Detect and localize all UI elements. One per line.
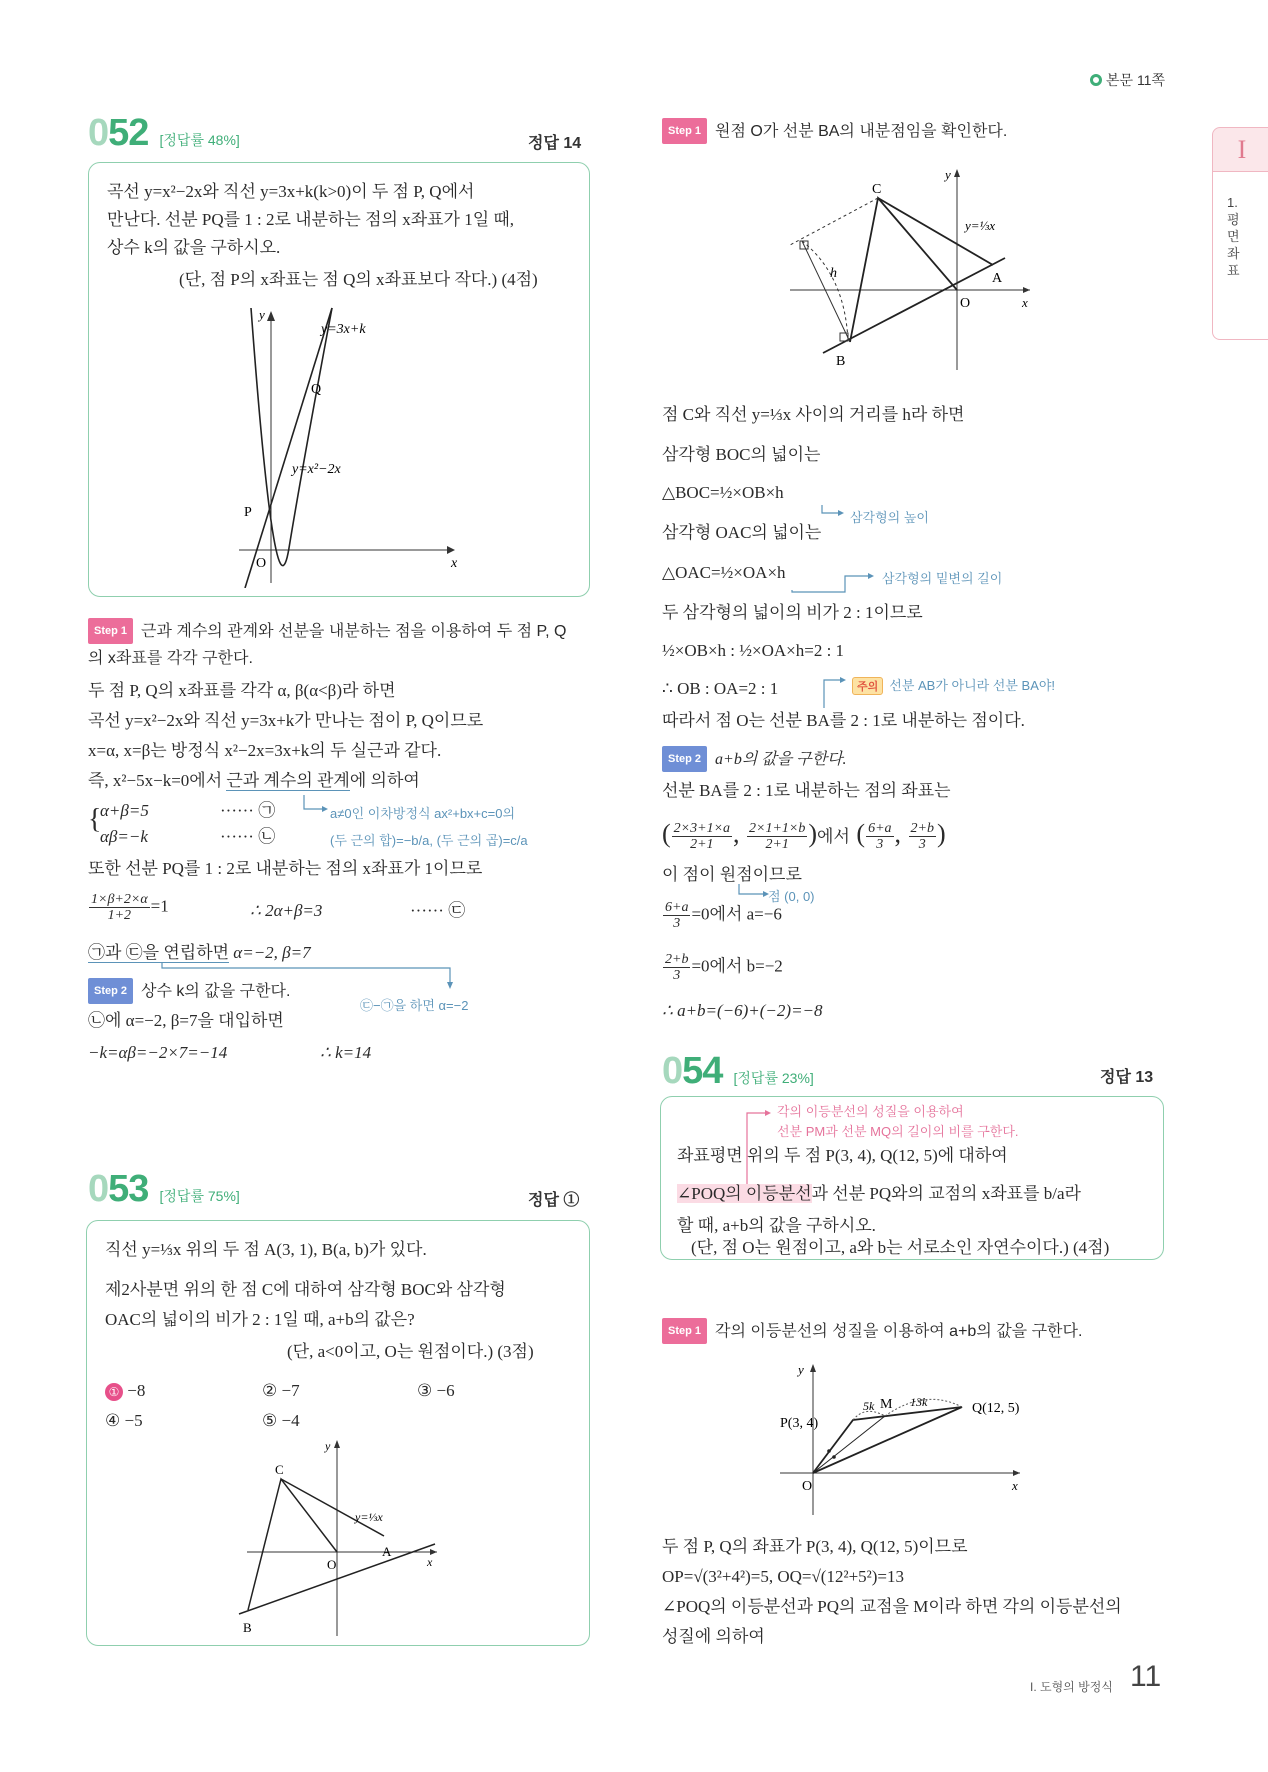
ratio-equation: $\frac{1\times\beta+2\times\alpha}{1+2}$ =1	[91, 892, 169, 923]
y-axis-label: y	[945, 167, 951, 182]
solution-line: 곡선 y=x²−2x와 직선 y=3x+k가 만나는 점이 P, Q이므로	[88, 711, 484, 730]
hint-note: 각의 이등분선의 성질을 이용하여	[777, 1104, 964, 1119]
annotation-arrow-icon	[790, 570, 880, 600]
side-tab-chapter-char: 평	[1227, 212, 1240, 227]
side-tab-chapter-char: 면	[1227, 229, 1240, 244]
x-axis-label: x	[1012, 1478, 1018, 1493]
y-axis-label: y	[259, 307, 265, 322]
step-title-cont: 의 x좌표를 각각 구한다.	[88, 650, 253, 667]
question-line: (단, a<0이고, O는 원점이다.) (3점)	[287, 1342, 534, 1361]
solution-line: 두 점 P, Q의 x좌표를 각각 α, β(α<β)라 하면	[88, 681, 396, 700]
x-axis-label: x	[1022, 295, 1028, 310]
side-tab-chapter-char: 표	[1227, 263, 1240, 278]
angle-bisector-figure	[780, 1360, 1110, 1515]
question-line: OAC의 넓이의 비가 2 : 1일 때, a+b의 값은?	[105, 1310, 415, 1329]
line-label: y=3x+k	[321, 322, 366, 337]
final-answer-line: ∴ k=14	[320, 1043, 372, 1062]
origin-label: O	[960, 296, 971, 311]
point-q-label: Q	[311, 382, 322, 397]
solution-line: ½×OB×h : ½×OA×h=2 : 1	[662, 641, 845, 660]
point-p-label: P	[244, 505, 252, 520]
reference-label: 본문 11쪽	[1106, 72, 1165, 88]
system-eq: αβ=−k	[100, 827, 148, 846]
solution-line: 또한 선분 PQ를 1 : 2로 내분하는 점의 x좌표가 1이므로	[88, 859, 483, 878]
solution-line: ㉠과 ㉢을 연립하면 α=−2, β=7	[88, 943, 311, 962]
substitution-note: ㉢−㉠을 하면 α=−2	[360, 998, 469, 1013]
problem-number: 052	[88, 112, 149, 154]
question-line: (단, 점 P의 x좌표는 점 Q의 x좌표보다 작다.) (4점)	[179, 270, 538, 289]
choice-5[interactable]: ⑤ −4	[262, 1411, 300, 1430]
underlined-term: 근과 계수의 관계	[226, 771, 350, 790]
solution-line: 성질에 의하여	[662, 1627, 765, 1646]
solution-line: −k=αβ=−2×7=−14	[88, 1043, 228, 1062]
solution-line: 즉, x²−5x−k=0에서 근과 계수의 관계에 의하여	[88, 771, 420, 790]
highlighted-term: ∠POQ의 이등분선	[677, 1184, 812, 1203]
solution-line: 점 C와 직선 y=⅓x 사이의 거리를 h라 하면	[662, 405, 965, 424]
problem-054-header	[662, 1050, 814, 1093]
x-axis-label: x	[427, 1555, 433, 1569]
solution-line: △BOC=½×OB×h	[662, 483, 784, 502]
question-line: 제2사분면 위의 한 점 C에 대하여 삼각형 BOC와 삼각형	[105, 1280, 506, 1299]
problem-number: 053	[88, 1168, 149, 1210]
annotation-arrow-icon	[300, 795, 330, 815]
side-tab-part[interactable]: I	[1212, 127, 1268, 172]
choice-4[interactable]: ④ −5	[105, 1411, 143, 1430]
ratio-label-13k: 13k	[910, 1395, 928, 1409]
choice-3[interactable]: ③ −6	[417, 1381, 455, 1400]
x-axis-label: x	[451, 556, 458, 571]
solution-line: 두 삼각형의 넓이의 비가 2 : 1이므로	[662, 603, 923, 622]
question-line: 만난다. 선분 PQ를 1 : 2로 내분하는 점의 x좌표가 1일 때,	[107, 210, 515, 229]
eq-tag: ······ ㉢	[410, 901, 466, 920]
step-badge: Step 1	[88, 618, 133, 644]
checked-mark-icon: ①	[105, 1383, 123, 1401]
origin-label: O	[802, 1479, 813, 1494]
solution-line: △OAC=½×OA×h	[662, 563, 786, 582]
problem-number: 054	[662, 1050, 723, 1092]
step-heading	[662, 1318, 1082, 1344]
final-answer-line: ∴ a+b=(−6)+(−2)=−8	[662, 1001, 823, 1020]
question-line: 직선 y=⅓x 위의 두 점 A(3, 1), B(a, b)가 있다.	[105, 1240, 427, 1259]
solution-line: x=α, x=β는 방정식 x²−2x=3x+k의 두 실근과 같다.	[88, 741, 442, 760]
side-tab-chapter-char: 좌	[1227, 246, 1240, 261]
side-tab-chapter-char: 1.	[1227, 195, 1238, 210]
question-line: 좌표평면 위의 두 점 P(3, 4), Q(12, 5)에 대하여	[677, 1146, 1008, 1165]
step-title: 상수 k의 값을 구한다.	[141, 983, 291, 1000]
correct-rate: [정답률 48%]	[159, 132, 240, 148]
step-title: 근과 계수의 관계와 선분을 내분하는 점을 이용하여 두 점 P, Q	[141, 623, 567, 640]
step-badge: Step 1	[662, 1318, 707, 1344]
page-number: 11	[1130, 1660, 1162, 1693]
solution-line: 두 점 P, Q의 좌표가 P(3, 4), Q(12, 5)이므로	[662, 1537, 968, 1556]
step-heading	[88, 978, 290, 1004]
answer-label: 정답 ①	[528, 1192, 580, 1209]
system-eq: α+β=5	[100, 801, 149, 820]
problem-052-header	[88, 112, 240, 155]
point-b-label: B	[836, 354, 846, 369]
point-q-label: Q(12, 5)	[972, 1401, 1020, 1416]
footer-section: I. 도형의 방정식	[1030, 1680, 1113, 1694]
point-b-label: B	[243, 1620, 252, 1635]
point-a-label: A	[382, 1544, 392, 1559]
answer-label: 정답 14	[528, 135, 582, 152]
question-line: 상수 k의 값을 구하시오.	[107, 238, 281, 257]
eq-tag: ······ ㉠	[220, 801, 276, 820]
solution-line: $\frac{6+a}{3}$ =0에서 a=−6	[665, 900, 782, 931]
warning-badge: 주의	[852, 677, 883, 695]
step-badge: Step 1	[662, 118, 707, 144]
ratio-label-5k: 5k	[863, 1399, 875, 1413]
question-line: 할 때, a+b의 값을 구하시오.	[677, 1216, 876, 1235]
annotation-arrow-icon	[820, 674, 850, 710]
step-title: a+b의 값을 구한다.	[715, 751, 847, 768]
vieta-note: (두 근의 합)=−b/a, (두 근의 곱)=c/a	[330, 833, 528, 848]
therefore-line: ∴ 2α+β=3	[250, 901, 323, 920]
point-a-label: A	[992, 271, 1003, 286]
point-c-label: C	[275, 1462, 284, 1477]
distance-figure	[790, 165, 1040, 375]
solution-line: OP=√(3²+4²)=5, OQ=√(12²+5²)=13	[662, 1567, 905, 1586]
line-label: y=⅓x	[965, 218, 996, 233]
line-label: y=⅓x	[355, 1510, 383, 1524]
problem-052-box	[88, 162, 590, 597]
step-heading	[88, 618, 566, 644]
reference-circle-icon	[1090, 74, 1102, 86]
solution-line: 이 점이 원점이므로	[662, 865, 802, 884]
height-note: 삼각형의 높이	[850, 510, 929, 525]
solution-line: ∴ OB : OA=2 : 1	[662, 679, 779, 698]
solution-line: 삼각형 BOC의 넓이는	[662, 445, 821, 464]
answer-label: 정답 13	[1100, 1069, 1154, 1086]
choice-1[interactable]: ① −8	[105, 1381, 145, 1401]
solution-line: $\frac{2+b}{3}$ =0에서 b=−2	[665, 952, 783, 983]
question-line: (단, 점 O는 원점이고, a와 b는 서로소인 자연수이다.) (4점)	[691, 1238, 1110, 1257]
solution-line: 삼각형 OAC의 넓이는	[662, 523, 822, 542]
brace-icon: {	[88, 804, 102, 835]
parabola-line-figure	[229, 303, 479, 588]
point-p-label: P(3, 4)	[780, 1416, 819, 1431]
curve-label: y=x²−2x	[292, 462, 341, 477]
problem-053-header	[88, 1168, 240, 1211]
vieta-note: a≠0인 이차방정식 ax²+bx+c=0의	[330, 806, 516, 821]
step-title: 각의 이등분선의 성질을 이용하여 a+b의 값을 구한다.	[715, 1323, 1083, 1340]
step-heading	[662, 746, 847, 772]
problem-054-box	[660, 1096, 1164, 1260]
y-axis-label: y	[325, 1439, 331, 1453]
question-line: 곡선 y=x²−2x와 직선 y=3x+k(k>0)이 두 점 P, Q에서	[107, 182, 475, 201]
point-m-label: M	[880, 1397, 893, 1412]
problem-053-box	[86, 1220, 590, 1646]
triangle-figure	[237, 1436, 437, 1636]
origin-label: O	[256, 556, 267, 571]
coordinate-expression: ( $\frac{2\times 3+1\times a}{2+1}$ , $\frac{2\times 1+1\times b}{2+1}$ )에서 ( $\frac{6+a}{3}$ , $\frac{2+b}{3}$ )	[662, 819, 946, 852]
solution-line: ㉡에 α=−2, β=7을 대입하면	[88, 1011, 284, 1030]
origin-note: 점 (0, 0)	[768, 889, 815, 904]
base-note: 삼각형의 밑변의 길이	[882, 571, 1003, 586]
correct-rate: [정답률 23%]	[733, 1070, 814, 1086]
page-reference	[1090, 70, 1165, 90]
solution-line: 따라서 점 O는 선분 BA를 2 : 1로 내분하는 점이다.	[662, 711, 1025, 730]
eq-tag: ······ ㉡	[220, 827, 276, 846]
question-line: ∠POQ의 이등분선과 선분 PQ와의 교점의 x좌표를 b/a라	[677, 1184, 1081, 1203]
hint-note: 선분 PM과 선분 MQ의 길이의 비를 구한다.	[777, 1124, 1019, 1139]
step-badge: Step 2	[662, 746, 707, 772]
correct-rate: [정답률 75%]	[159, 1188, 240, 1204]
choice-2[interactable]: ② −7	[262, 1381, 300, 1400]
side-tab-chapter[interactable]	[1212, 172, 1268, 340]
solution-line: ∠POQ의 이등분선과 PQ의 교점을 M이라 하면 각의 이등분선의	[662, 1597, 1122, 1616]
y-axis-label: y	[798, 1362, 804, 1377]
point-c-label: C	[872, 182, 882, 197]
step-badge: Step 2	[88, 978, 133, 1004]
solution-line: 선분 BA를 2 : 1로 내분하는 점의 좌표는	[662, 781, 951, 800]
step-heading	[662, 118, 1007, 144]
origin-label: O	[327, 1557, 337, 1572]
warning-note: 주의 선분 AB가 아니라 선분 BA야!	[852, 675, 1055, 695]
height-label: h	[830, 266, 837, 281]
annotation-arrow-icon	[818, 505, 848, 525]
step-title: 원점 O가 선분 BA의 내분점임을 확인한다.	[715, 123, 1008, 140]
